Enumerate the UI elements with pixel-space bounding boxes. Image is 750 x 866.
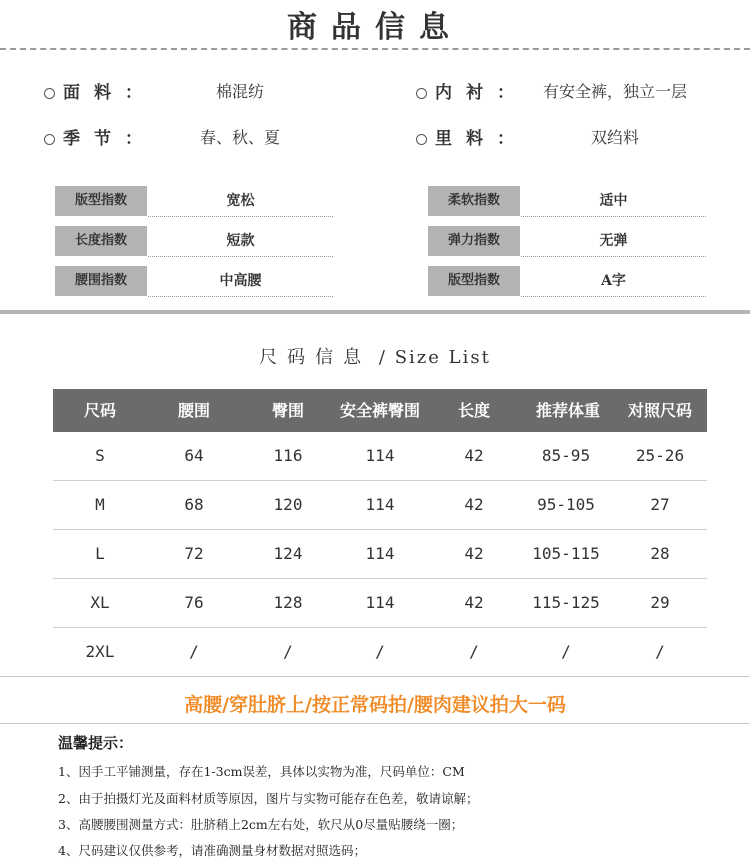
table-row <box>53 579 707 628</box>
attr-label: 里料： <box>435 129 528 149</box>
section-divider <box>0 310 750 314</box>
index-label: 版型指数 <box>55 186 147 216</box>
attr-label: 内衬： <box>435 83 528 103</box>
attr-lining <box>416 78 528 103</box>
table-cell: 42 <box>464 446 484 465</box>
index-value: A字 <box>521 266 706 297</box>
index-label: 腰围指数 <box>55 266 147 296</box>
tip-item: 1、因手工平铺测量，存在1-3cm误差，具体以实物为准，尺码单位：CM <box>58 764 465 779</box>
circle-bullet-icon <box>44 88 55 99</box>
attr-value: 棉混纺 <box>215 82 264 101</box>
table-cell: L <box>95 544 105 563</box>
table-cell: 120 <box>273 495 303 514</box>
table-cell: / <box>469 642 479 661</box>
index-value: 中高腰 <box>148 266 333 297</box>
tip-item: 4、尺码建议仅供参考，请准确测量身材数据对照选码； <box>58 843 366 858</box>
header-cell: 臀围 <box>271 401 304 420</box>
index-value: 宽松 <box>148 186 333 217</box>
table-cell: / <box>189 642 199 661</box>
table-cell: / <box>283 642 293 661</box>
table-cell: 29 <box>650 593 670 612</box>
size-table-header <box>53 389 707 432</box>
size-title-cn: 尺码信息 <box>259 347 372 368</box>
attr-value: 有安全裤，独立一层 <box>542 82 687 101</box>
slogan-bottom-divider <box>0 723 750 724</box>
index-value: 无弹 <box>521 226 706 257</box>
header-cell: 长度 <box>457 401 490 420</box>
size-section-title <box>0 343 750 369</box>
table-cell: 28 <box>650 544 670 563</box>
table-cell: 72 <box>184 544 204 563</box>
attr-season <box>44 124 156 149</box>
table-cell: 42 <box>464 495 484 514</box>
table-cell: 76 <box>184 593 204 612</box>
header-cell: 安全裤臀围 <box>339 401 420 420</box>
attr-label: 面料： <box>63 83 156 103</box>
table-cell: 114 <box>365 495 395 514</box>
size-title-sep: / <box>378 347 387 368</box>
attr-value: 春、秋、夏 <box>199 128 280 147</box>
index-label: 长度指数 <box>55 226 147 256</box>
table-cell: 85-95 <box>541 446 591 465</box>
header-cell: 腰围 <box>177 401 210 420</box>
circle-bullet-icon <box>44 134 55 145</box>
circle-bullet-icon <box>416 88 427 99</box>
table-cell: / <box>561 642 571 661</box>
table-cell: 42 <box>464 544 484 563</box>
table-cell: 124 <box>273 544 303 563</box>
table-cell: 114 <box>365 446 395 465</box>
table-row <box>53 628 707 676</box>
index-label: 版型指数 <box>428 266 520 296</box>
tip-item: 3、高腰腰围测量方式：肚脐稍上2cm左右处，软尺从0尽量贴腰绕一圈； <box>58 817 464 832</box>
table-row <box>53 530 707 579</box>
header-divider <box>0 48 750 50</box>
index-label: 柔软指数 <box>428 186 520 216</box>
table-row <box>53 432 707 481</box>
table-cell: 42 <box>464 593 484 612</box>
table-cell: / <box>655 642 665 661</box>
circle-bullet-icon <box>416 134 427 145</box>
table-cell: XL <box>90 593 110 612</box>
index-value: 适中 <box>521 186 706 217</box>
table-cell: 68 <box>184 495 204 514</box>
table-cell: 116 <box>273 446 303 465</box>
table-cell: M <box>95 495 105 514</box>
table-cell: 25-26 <box>635 446 685 465</box>
attr-inner <box>416 124 528 149</box>
tips-title: 温馨提示： <box>58 734 134 752</box>
table-cell: 27 <box>650 495 670 514</box>
table-cell: S <box>95 446 105 465</box>
size-slogan: 高腰/穿肚脐上/按正常码拍/腰肉建议拍大一码 <box>184 694 566 716</box>
table-cell: 114 <box>365 593 395 612</box>
table-cell: 115-125 <box>532 593 600 612</box>
attr-label: 季节： <box>63 129 156 149</box>
header-cell: 对照尺码 <box>627 401 692 420</box>
size-title-en: Size List <box>394 347 491 368</box>
index-label: 弹力指数 <box>428 226 520 256</box>
table-cell: 95-105 <box>537 495 595 514</box>
table-cell: 2XL <box>85 642 115 661</box>
table-cell: 128 <box>273 593 303 612</box>
index-value: 短款 <box>148 226 333 257</box>
table-row <box>53 481 707 530</box>
attr-value: 双绉料 <box>590 128 639 147</box>
page-title: 商品信息 <box>287 10 463 45</box>
header-cell: 尺码 <box>83 401 116 420</box>
header-cell: 推荐体重 <box>535 401 600 420</box>
table-cell: 105-115 <box>532 544 600 563</box>
attr-fabric <box>44 78 156 103</box>
table-cell: 114 <box>365 544 395 563</box>
tip-item: 2、由于拍摄灯光及面料材质等原因，图片与实物可能存在色差，敬请谅解； <box>58 791 479 806</box>
slogan-top-divider <box>0 676 750 677</box>
table-cell: 64 <box>184 446 204 465</box>
table-cell: / <box>375 642 385 661</box>
